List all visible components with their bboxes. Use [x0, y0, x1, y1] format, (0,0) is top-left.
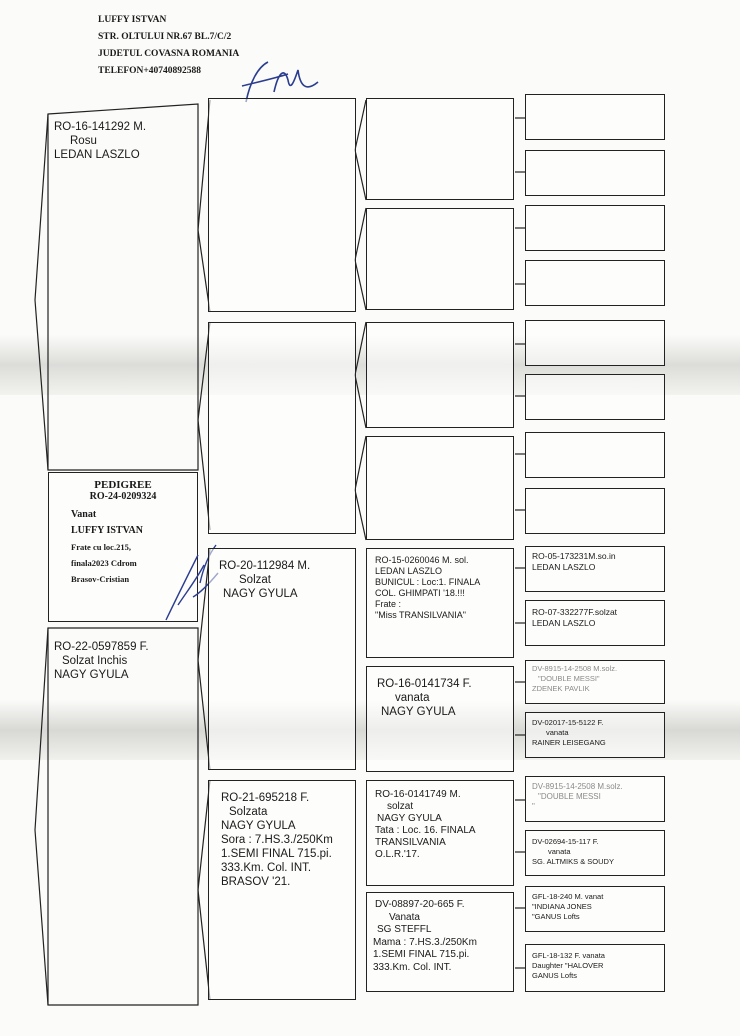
gen3-a-ring: RO-15-0260046 M. sol. — [375, 555, 469, 565]
gen3-d-color: Vanata — [389, 911, 420, 923]
gen3-c-line: O.L.R.'17. — [375, 849, 420, 860]
gen3-a-line: Frate : — [375, 599, 402, 609]
pedigree-note-1: Frate cu loc.215, — [71, 542, 131, 552]
gen3-d-line: 1.SEMI FINAL 715.pi. — [373, 949, 470, 960]
gen4-line: "GANUS Lofts — [532, 912, 580, 921]
gen3-box-empty — [366, 208, 514, 310]
gen4-ring: DV-02017-15-5122 F. — [532, 718, 604, 727]
gen3-d-line: Mama : 7.HS.3./250Km — [373, 936, 477, 948]
sire-breeder: LEDAN LASZLO — [54, 149, 140, 161]
gen3-b-color: vanata — [395, 692, 430, 704]
gen4-box — [525, 944, 665, 992]
gen4-box — [525, 886, 665, 932]
pedigree-note-3: Brasov-Cristian — [71, 574, 130, 584]
dam-dam-breeder: NAGY GYULA — [221, 820, 296, 832]
dam-color: Solzat Inchis — [62, 655, 128, 667]
gen4-ring: RO-07-332277F.solzat — [532, 607, 618, 617]
pedigree-note-2: finala2023 Cdrom — [71, 558, 137, 568]
dam-sire-box — [208, 548, 356, 770]
gen4-box-empty — [525, 432, 665, 478]
pedigree-color: Vanat — [71, 509, 97, 520]
pedigree-ring: RO-24-0209324 — [89, 491, 157, 502]
gen3-c-line: NAGY GYULA — [377, 813, 442, 824]
dam-box — [54, 640, 149, 682]
gen4-box-empty — [525, 205, 665, 251]
gen4-line: GANUS Lofts — [532, 971, 578, 980]
gen4-box-empty — [525, 260, 665, 306]
dam-dam-color: Solzata — [229, 806, 268, 818]
gen3-c-color: solzat — [387, 801, 414, 812]
gen4-line: "DOUBLE MESSI" — [538, 674, 600, 683]
dam-dam-note: Sora : 7.HS.3./250Km — [221, 834, 333, 846]
owner-street: STR. OLTULUI NR.67 BL.7/C/2 — [98, 32, 232, 42]
gen3-a-line: COL. GHIMPATI '18.!!! — [375, 588, 465, 598]
gen4-ring: DV-8915-14-2508 M.solz. — [532, 782, 623, 791]
gen3-d-line: 333.Km. Col. INT. — [373, 961, 452, 973]
gen2-box-empty — [208, 98, 356, 312]
gen3-a-line: "Miss TRANSILVANIA" — [375, 610, 466, 620]
gen3-box-a — [366, 548, 514, 658]
gen4-line: LEDAN LASZLO — [532, 618, 596, 628]
dam-sire-breeder: NAGY GYULA — [223, 588, 298, 600]
sire-color: Rosu — [70, 135, 97, 147]
dam-sire-ring: RO-20-112984 M. — [219, 560, 311, 572]
sire-ring: RO-16-141292 M. — [54, 121, 147, 133]
gen4-box-empty — [525, 94, 665, 140]
gen3-c-line: Tata : Loc. 16. FINALA — [375, 825, 476, 836]
gen3-c-ring: RO-16-0141749 M. — [375, 789, 461, 800]
gen4-box — [525, 660, 665, 704]
connector-line — [35, 114, 48, 470]
gen4-box — [525, 546, 665, 592]
dam-breeder: NAGY GYULA — [54, 669, 129, 681]
gen4-line: vanata — [548, 847, 571, 856]
gen4-ring: DV-02694-15-117 F. — [532, 837, 599, 846]
gen4-box-empty — [525, 374, 665, 420]
pedigree-title: PEDIGREE — [94, 479, 152, 491]
gen4-line: "DOUBLE MESSI — [538, 792, 601, 801]
gen4-box — [525, 712, 665, 758]
connector-line — [35, 628, 48, 1005]
gen4-box-empty — [525, 150, 665, 196]
dam-dam-ring: RO-21-695218 F. — [221, 792, 310, 804]
owner-phone: TELEFON+40740892588 — [98, 66, 202, 76]
gen4-line: vanata — [546, 728, 569, 737]
owner-name: LUFFY ISTVAN — [98, 15, 167, 25]
dam-dam-note: 1.SEMI FINAL 715.pi. — [221, 848, 332, 860]
gen4-line: " — [532, 802, 535, 811]
gen4-line: LEDAN LASZLO — [532, 562, 596, 572]
gen4-ring: GFL-18-132 F. vanata — [532, 951, 605, 960]
gen2-box-empty — [208, 322, 356, 534]
gen3-a-line: LEDAN LASZLO — [375, 566, 443, 576]
gen4-box-empty — [525, 488, 665, 534]
connector-line — [355, 322, 366, 428]
gen3-box-empty — [366, 98, 514, 200]
gen3-box-d — [366, 892, 514, 992]
gen4-line: Daughter "HALOVER — [532, 961, 604, 970]
gen3-b-breeder: NAGY GYULA — [381, 706, 456, 718]
dam-dam-note: 333.Km. Col. INT. — [221, 862, 312, 874]
connector-line — [355, 208, 366, 310]
gen4-box — [525, 830, 665, 876]
gen4-line: SG. ALTMIKS & SOUDY — [532, 857, 614, 866]
gen3-c-line: TRANSILVANIA — [375, 837, 446, 848]
gen3-box-empty — [366, 436, 514, 540]
gen4-ring: DV-8915-14-2508 M.solz. — [532, 664, 618, 673]
owner-county: JUDETUL COVASNA ROMANIA — [98, 49, 240, 59]
breeder-address-block — [98, 12, 239, 80]
gen4-box — [525, 776, 665, 822]
pedigree-owner: LUFFY ISTVAN — [71, 525, 143, 536]
gen4-line: "INDIANA JONES — [532, 902, 592, 911]
gen4-ring: GFL-18-240 M. vanat — [532, 892, 604, 901]
dam-ring: RO-22-0597859 F. — [54, 641, 149, 653]
gen3-d-line: SG STEFFL — [377, 924, 432, 935]
sire-box — [48, 114, 198, 470]
connector-line — [355, 100, 366, 200]
gen4-line: RAINER LEISEGANG — [532, 738, 606, 747]
gen3-box-empty — [366, 322, 514, 428]
gen4-line: ZDENEK PAVLIK — [532, 684, 590, 693]
gen3-b-ring: RO-16-0141734 F. — [377, 678, 472, 690]
gen3-box-b — [366, 666, 514, 772]
gen3-d-ring: DV-08897-20-665 F. — [375, 899, 465, 910]
gen4-box — [525, 600, 665, 646]
gen3-box-c — [366, 780, 514, 886]
dam-dam-note: BRASOV '21. — [221, 876, 291, 888]
gen4-ring: RO-05-173231M.so.in — [532, 551, 616, 561]
connector-line — [355, 436, 366, 540]
gen4-box-empty — [525, 320, 665, 366]
gen3-a-line: BUNICUL : Loc:1. FINALA — [375, 577, 481, 587]
dam-sire-color: Solzat — [239, 574, 271, 586]
dam-dam-box — [208, 780, 356, 1000]
